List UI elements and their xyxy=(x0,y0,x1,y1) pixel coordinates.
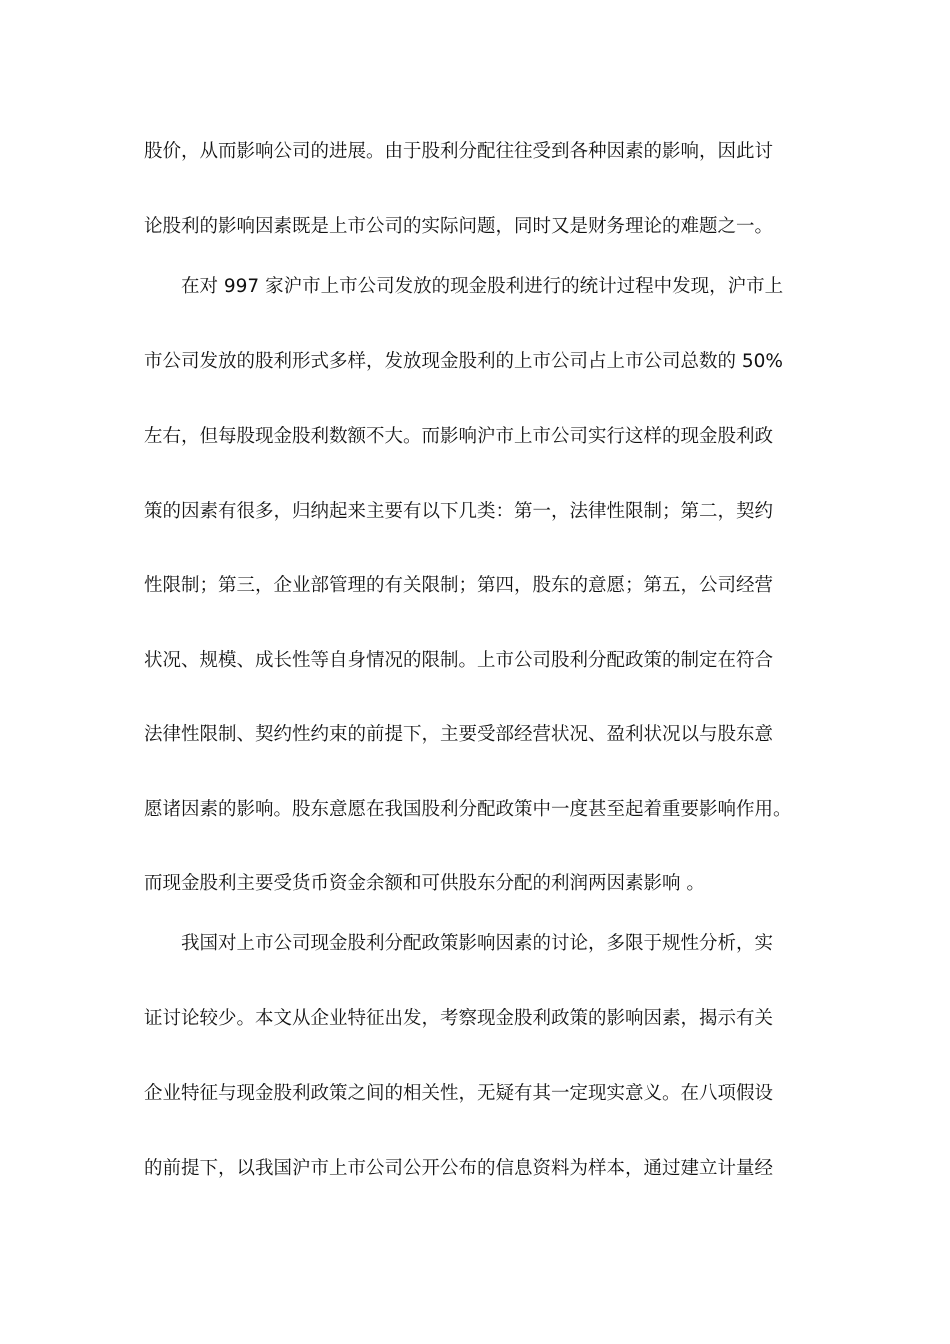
text-line: 愿诸因素的影响。股东意愿在我国股利分配政策中一度甚至起着重要影响作用。 xyxy=(144,799,792,820)
text-line: 状况、规模、成长性等自身情况的限制。上市公司股利分配政策的制定在符合 xyxy=(144,650,774,671)
text-line: 的前提下，以我国沪市上市公司公开公布的信息资料为样本，通过建立计量经 xyxy=(144,1158,774,1179)
text-line: 论股利的影响因素既是上市公司的实际问题，同时又是财务理论的难题之一。 xyxy=(144,216,774,237)
text-line: 证讨论较少。本文从企业特征出发，考察现金股利政策的影响因素，揭示有关 xyxy=(144,1008,774,1029)
text-line: 在对 997 家沪市上市公司发放的现金股利进行的统计过程中发现，沪市上 xyxy=(181,276,784,297)
text-line: 股价，从而影响公司的进展。由于股利分配往往受到各种因素的影响，因此讨 xyxy=(144,141,774,162)
text-line: 企业特征与现金股利政策之间的相关性，无疑有其一定现实意义。在八项假设 xyxy=(144,1083,774,1104)
text-line: 策的因素有很多，归纳起来主要有以下几类：第一，法律性限制；第二，契约 xyxy=(144,501,774,522)
text-line: 我国对上市公司现金股利分配政策影响因素的讨论，多限于规性分析，实 xyxy=(181,933,774,954)
text-line: 而现金股利主要受货币资金余额和可供股东分配的利润两因素影响 。 xyxy=(144,873,705,894)
text-line: 性限制；第三，企业部管理的有关限制；第四，股东的意愿；第五，公司经营 xyxy=(144,575,774,596)
text-line: 法律性限制、契约性约束的前提下，主要受部经营状况、盈利状况以与股东意 xyxy=(144,724,774,745)
text-line: 市公司发放的股利形式多样，发放现金股利的上市公司占上市公司总数的 50% xyxy=(144,351,784,372)
text-line: 左右，但每股现金股利数额不大。而影响沪市上市公司实行这样的现金股利政 xyxy=(144,426,774,447)
